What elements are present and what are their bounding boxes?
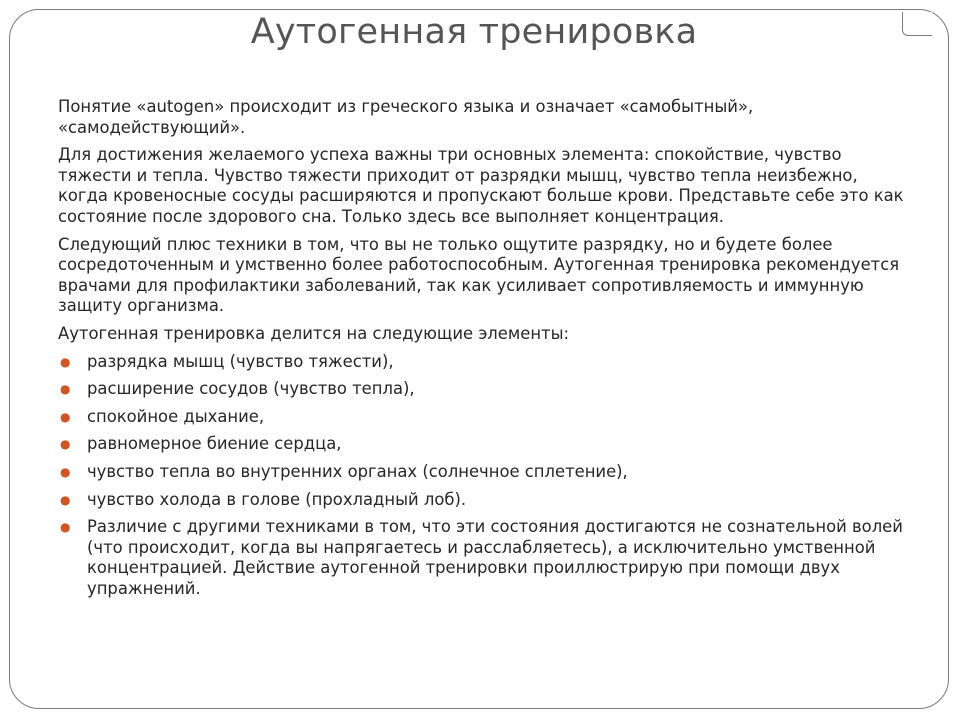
bullet-icon: ● — [60, 437, 71, 452]
list-item-text: Различие с другими техниками в том, что эти состояния достигаются не сознательной волей (что происходит, когда вы напрягаетесь и расслабляетесь), а исключительно умственной концентрацией. Действие аутогенной тренировки проиллюстрирую при помощи двух упражнений. — [87, 517, 903, 598]
list-item — [58, 434, 908, 455]
list-item — [58, 517, 908, 599]
list-item — [58, 490, 908, 511]
list-item-text: спокойное дыхание, — [87, 406, 265, 426]
list-item — [58, 352, 908, 373]
elements-list — [58, 352, 908, 600]
list-item-text: чувство холода в голове (прохладный лоб). — [87, 489, 467, 509]
bullet-icon: ● — [60, 492, 71, 507]
paragraph-elements: Для достижения желаемого успеха важны три основных элемента: спокойствие, чувство тяжести и тепла. Чувство тяжести приходит от разрядки мышц, чувство тепла неизбежно, когда кровеносные сосуды расширяются и пропускают больше крови. Представьте себе это как состояние после здорового сна. Только здесь все выполняет концентрация. — [58, 145, 904, 226]
list-item — [58, 379, 908, 400]
paragraph-list-intro: Аутогенная тренировка делится на следующие элементы: — [58, 323, 570, 343]
bullet-icon: ● — [60, 520, 71, 535]
list-item-text: разрядка мышц (чувство тяжести), — [87, 351, 394, 371]
list-item-text: чувство тепла во внутренних органах (солнечное сплетение), — [87, 461, 628, 481]
bullet-icon: ● — [60, 382, 71, 397]
bullet-icon: ● — [60, 464, 71, 479]
list-item-text: равномерное биение сердца, — [87, 434, 342, 454]
list-item — [58, 407, 908, 428]
slide-body — [58, 97, 908, 606]
slide-title: Аутогенная тренировка — [250, 12, 698, 52]
bullet-icon: ● — [60, 409, 71, 424]
list-item — [58, 462, 908, 483]
paragraph-definition: Понятие «autogen» происходит из греческого языка и означает «самобытный», «самодействующий». — [58, 97, 754, 137]
bullet-icon: ● — [60, 354, 71, 369]
list-item-text: расширение сосудов (чувство тепла), — [87, 379, 415, 399]
paragraph-benefits: Следующий плюс техники в том, что вы не только ощутите разрядку, но и будете более сосредоточенным и умственно более работоспособным. Аутогенная тренировка рекомендуется врачами для профилактики заболеваний, так как усиливает сопротивляемость и иммунную защиту организма. — [58, 234, 900, 316]
